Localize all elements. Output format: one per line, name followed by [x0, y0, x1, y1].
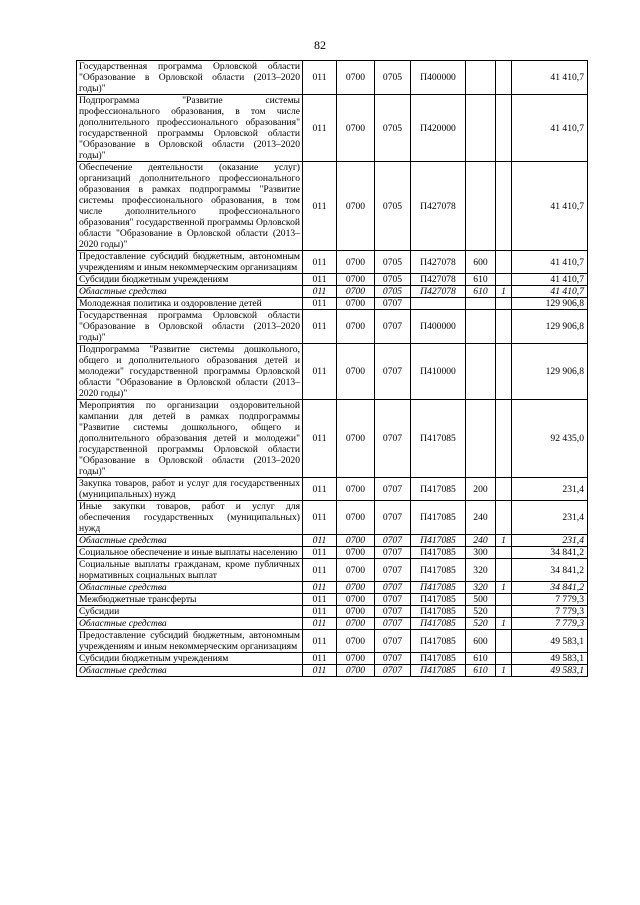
- row-section-code: 0700: [337, 310, 375, 344]
- table-row: [77, 286, 588, 298]
- row-ministry-code: 011: [303, 665, 337, 677]
- row-target-code: П417085: [411, 618, 466, 630]
- row-name: Обеспечение деятельности (оказание услуг) организаций дополнительного профессионального образования в рамках подпрограммы "Развитие системы профессионального образования, в том числе дополнительного профессионального образования" государственной программы Орловской области "Образование в Орловской области (2013–2020 годы)": [77, 162, 303, 251]
- row-name: Предоставление субсидий бюджетным, автономным учреждениям и иным некоммерческим организациям: [77, 630, 303, 653]
- table-row: [77, 61, 588, 95]
- row-expense-type-code: [466, 162, 496, 251]
- row-target-code: П400000: [411, 61, 466, 95]
- row-source-code: 1: [496, 286, 512, 298]
- row-ministry-code: 011: [303, 251, 337, 274]
- row-subsection-code: 0707: [375, 501, 411, 535]
- row-expense-type-code: 300: [466, 547, 496, 559]
- row-source-code: 1: [496, 582, 512, 594]
- table-row: [77, 559, 588, 582]
- row-source-code: [496, 344, 512, 400]
- row-ministry-code: 011: [303, 400, 337, 478]
- row-target-code: П420000: [411, 95, 466, 162]
- row-amount: 231,4: [512, 478, 588, 501]
- row-name: Государственная программа Орловской области "Образование в Орловской области (2013–2020 годы)": [77, 61, 303, 95]
- row-source-code: 1: [496, 665, 512, 677]
- row-name: Областные средства: [77, 286, 303, 298]
- row-ministry-code: 011: [303, 310, 337, 344]
- table-row: [77, 535, 588, 547]
- row-amount: 41 410,7: [512, 95, 588, 162]
- row-source-code: [496, 298, 512, 310]
- row-target-code: П427078: [411, 274, 466, 286]
- row-subsection-code: 0707: [375, 594, 411, 606]
- row-section-code: 0700: [337, 665, 375, 677]
- row-expense-type-code: 240: [466, 535, 496, 547]
- row-target-code: П417085: [411, 665, 466, 677]
- row-amount: 92 435,0: [512, 400, 588, 478]
- row-expense-type-code: [466, 61, 496, 95]
- row-target-code: П417085: [411, 400, 466, 478]
- row-expense-type-code: [466, 310, 496, 344]
- row-name: Социальные выплаты гражданам, кроме публичных нормативных социальных выплат: [77, 559, 303, 582]
- row-name: Субсидии бюджетным учреждениям: [77, 653, 303, 665]
- row-subsection-code: 0705: [375, 251, 411, 274]
- row-target-code: П417085: [411, 547, 466, 559]
- row-expense-type-code: 520: [466, 606, 496, 618]
- row-expense-type-code: 610: [466, 653, 496, 665]
- row-ministry-code: 011: [303, 162, 337, 251]
- row-source-code: [496, 606, 512, 618]
- row-amount: 41 410,7: [512, 274, 588, 286]
- row-amount: 41 410,7: [512, 286, 588, 298]
- row-ministry-code: 011: [303, 501, 337, 535]
- row-section-code: 0700: [337, 559, 375, 582]
- row-ministry-code: 011: [303, 559, 337, 582]
- row-name: Межбюджетные трансферты: [77, 594, 303, 606]
- row-amount: 7 779,3: [512, 594, 588, 606]
- table-row: [77, 618, 588, 630]
- row-expense-type-code: 610: [466, 274, 496, 286]
- row-ministry-code: 011: [303, 547, 337, 559]
- row-ministry-code: 011: [303, 630, 337, 653]
- row-source-code: [496, 400, 512, 478]
- row-name: Мероприятия по организации оздоровительной кампании для детей в рамках подпрограммы "Развитие системы дошкольного, общего и дополнительного образования детей и молодежи" государственной программы Орловской области "Образование в Орловской области (2013–2020 годы)": [77, 400, 303, 478]
- row-name: Иные закупки товаров, работ и услуг для обеспечения государственных (муниципальных) нужд: [77, 501, 303, 535]
- row-source-code: [496, 653, 512, 665]
- row-section-code: 0700: [337, 95, 375, 162]
- row-target-code: П417085: [411, 501, 466, 535]
- row-ministry-code: 011: [303, 594, 337, 606]
- row-source-code: [496, 478, 512, 501]
- row-section-code: 0700: [337, 535, 375, 547]
- row-source-code: 1: [496, 535, 512, 547]
- row-expense-type-code: 610: [466, 665, 496, 677]
- table-row: [77, 310, 588, 344]
- row-subsection-code: 0705: [375, 95, 411, 162]
- row-ministry-code: 011: [303, 653, 337, 665]
- row-ministry-code: 011: [303, 582, 337, 594]
- row-source-code: [496, 95, 512, 162]
- row-amount: 49 583,1: [512, 665, 588, 677]
- row-expense-type-code: [466, 95, 496, 162]
- row-subsection-code: 0707: [375, 618, 411, 630]
- row-section-code: 0700: [337, 594, 375, 606]
- row-name: Областные средства: [77, 582, 303, 594]
- table-row: [77, 251, 588, 274]
- row-name: Областные средства: [77, 618, 303, 630]
- row-subsection-code: 0705: [375, 61, 411, 95]
- row-subsection-code: 0707: [375, 547, 411, 559]
- row-name: Субсидии: [77, 606, 303, 618]
- row-source-code: [496, 251, 512, 274]
- row-section-code: 0700: [337, 547, 375, 559]
- row-source-code: [496, 162, 512, 251]
- row-target-code: П410000: [411, 344, 466, 400]
- row-target-code: П417085: [411, 478, 466, 501]
- row-amount: 129 906,8: [512, 310, 588, 344]
- page-number: 82: [314, 38, 326, 52]
- row-section-code: 0700: [337, 618, 375, 630]
- row-ministry-code: 011: [303, 535, 337, 547]
- table-row: [77, 298, 588, 310]
- row-source-code: [496, 547, 512, 559]
- row-amount: 41 410,7: [512, 61, 588, 95]
- row-expense-type-code: 320: [466, 559, 496, 582]
- row-amount: 49 583,1: [512, 630, 588, 653]
- row-section-code: 0700: [337, 274, 375, 286]
- row-subsection-code: 0707: [375, 535, 411, 547]
- row-target-code: П427078: [411, 286, 466, 298]
- table-row: [77, 606, 588, 618]
- row-ministry-code: 011: [303, 344, 337, 400]
- row-expense-type-code: 320: [466, 582, 496, 594]
- row-subsection-code: 0707: [375, 310, 411, 344]
- row-name: Предоставление субсидий бюджетным, автономным учреждениям и иным некоммерческим организациям: [77, 251, 303, 274]
- row-amount: 41 410,7: [512, 251, 588, 274]
- row-ministry-code: 011: [303, 618, 337, 630]
- row-subsection-code: 0705: [375, 286, 411, 298]
- row-name: Областные средства: [77, 665, 303, 677]
- row-target-code: [411, 298, 466, 310]
- row-section-code: 0700: [337, 501, 375, 535]
- row-subsection-code: 0707: [375, 653, 411, 665]
- table-row: [77, 582, 588, 594]
- row-source-code: [496, 594, 512, 606]
- row-expense-type-code: 520: [466, 618, 496, 630]
- row-subsection-code: 0707: [375, 582, 411, 594]
- row-expense-type-code: 240: [466, 501, 496, 535]
- row-target-code: П427078: [411, 162, 466, 251]
- row-expense-type-code: [466, 344, 496, 400]
- row-section-code: 0700: [337, 653, 375, 665]
- row-section-code: 0700: [337, 630, 375, 653]
- row-amount: 129 906,8: [512, 298, 588, 310]
- row-ministry-code: 011: [303, 286, 337, 298]
- table-row: [77, 162, 588, 251]
- row-source-code: [496, 274, 512, 286]
- row-section-code: 0700: [337, 344, 375, 400]
- row-ministry-code: 011: [303, 606, 337, 618]
- row-target-code: П417085: [411, 582, 466, 594]
- row-name: Подпрограмма "Развитие системы профессионального образования, в том числе дополнительного профессионального образования" государственной программы Орловской области "Образование в Орловской области (2013–2020 годы)": [77, 95, 303, 162]
- row-amount: 129 906,8: [512, 344, 588, 400]
- row-target-code: П427078: [411, 251, 466, 274]
- row-ministry-code: 011: [303, 95, 337, 162]
- row-section-code: 0700: [337, 298, 375, 310]
- row-subsection-code: 0705: [375, 162, 411, 251]
- table-row: [77, 665, 588, 677]
- table-row: [77, 95, 588, 162]
- row-target-code: П417085: [411, 594, 466, 606]
- row-subsection-code: 0705: [375, 274, 411, 286]
- row-amount: 231,4: [512, 535, 588, 547]
- table-row: [77, 501, 588, 535]
- row-amount: 49 583,1: [512, 653, 588, 665]
- row-target-code: П417085: [411, 630, 466, 653]
- row-section-code: 0700: [337, 61, 375, 95]
- table-body: [77, 61, 588, 677]
- row-subsection-code: 0707: [375, 559, 411, 582]
- table-row: [77, 547, 588, 559]
- row-expense-type-code: 200: [466, 478, 496, 501]
- row-source-code: [496, 501, 512, 535]
- row-name: Закупка товаров, работ и услуг для государственных (муниципальных) нужд: [77, 478, 303, 501]
- row-expense-type-code: [466, 298, 496, 310]
- row-amount: 231,4: [512, 501, 588, 535]
- row-subsection-code: 0707: [375, 344, 411, 400]
- row-name: Молодежная политика и оздоровление детей: [77, 298, 303, 310]
- table-row: [77, 400, 588, 478]
- row-section-code: 0700: [337, 582, 375, 594]
- row-target-code: П417085: [411, 559, 466, 582]
- row-ministry-code: 011: [303, 298, 337, 310]
- row-section-code: 0700: [337, 251, 375, 274]
- row-section-code: 0700: [337, 162, 375, 251]
- row-target-code: П400000: [411, 310, 466, 344]
- table-row: [77, 594, 588, 606]
- row-section-code: 0700: [337, 478, 375, 501]
- row-amount: 34 841,2: [512, 582, 588, 594]
- row-source-code: [496, 61, 512, 95]
- table-row: [77, 344, 588, 400]
- row-source-code: 1: [496, 618, 512, 630]
- row-subsection-code: 0707: [375, 298, 411, 310]
- row-ministry-code: 011: [303, 478, 337, 501]
- row-ministry-code: 011: [303, 274, 337, 286]
- row-amount: 41 410,7: [512, 162, 588, 251]
- row-subsection-code: 0707: [375, 478, 411, 501]
- row-name: Социальное обеспечение и иные выплаты населению: [77, 547, 303, 559]
- table-row: [77, 630, 588, 653]
- row-ministry-code: 011: [303, 61, 337, 95]
- row-expense-type-code: [466, 400, 496, 478]
- row-amount: 7 779,3: [512, 606, 588, 618]
- row-expense-type-code: 600: [466, 251, 496, 274]
- row-section-code: 0700: [337, 400, 375, 478]
- row-name: Подпрограмма "Развитие системы дошкольного, общего и дополнительного образования детей и молодежи" государственной программы Орловской области "Образование в Орловской области (2013–2020 годы)": [77, 344, 303, 400]
- row-amount: 34 841,2: [512, 559, 588, 582]
- row-subsection-code: 0707: [375, 400, 411, 478]
- row-name: Субсидии бюджетным учреждениям: [77, 274, 303, 286]
- row-subsection-code: 0707: [375, 606, 411, 618]
- row-target-code: П417085: [411, 653, 466, 665]
- row-subsection-code: 0707: [375, 665, 411, 677]
- row-expense-type-code: 610: [466, 286, 496, 298]
- table-row: [77, 274, 588, 286]
- table-row: [77, 478, 588, 501]
- table-row: [77, 653, 588, 665]
- row-section-code: 0700: [337, 606, 375, 618]
- row-source-code: [496, 310, 512, 344]
- row-amount: 7 779,3: [512, 618, 588, 630]
- row-name: Областные средства: [77, 535, 303, 547]
- budget-table: [76, 60, 588, 677]
- row-source-code: [496, 630, 512, 653]
- row-source-code: [496, 559, 512, 582]
- row-amount: 34 841,2: [512, 547, 588, 559]
- row-target-code: П417085: [411, 535, 466, 547]
- row-section-code: 0700: [337, 286, 375, 298]
- row-subsection-code: 0707: [375, 630, 411, 653]
- row-target-code: П417085: [411, 606, 466, 618]
- row-name: Государственная программа Орловской области "Образование в Орловской области (2013–2020 годы)": [77, 310, 303, 344]
- row-expense-type-code: 500: [466, 594, 496, 606]
- row-expense-type-code: 600: [466, 630, 496, 653]
